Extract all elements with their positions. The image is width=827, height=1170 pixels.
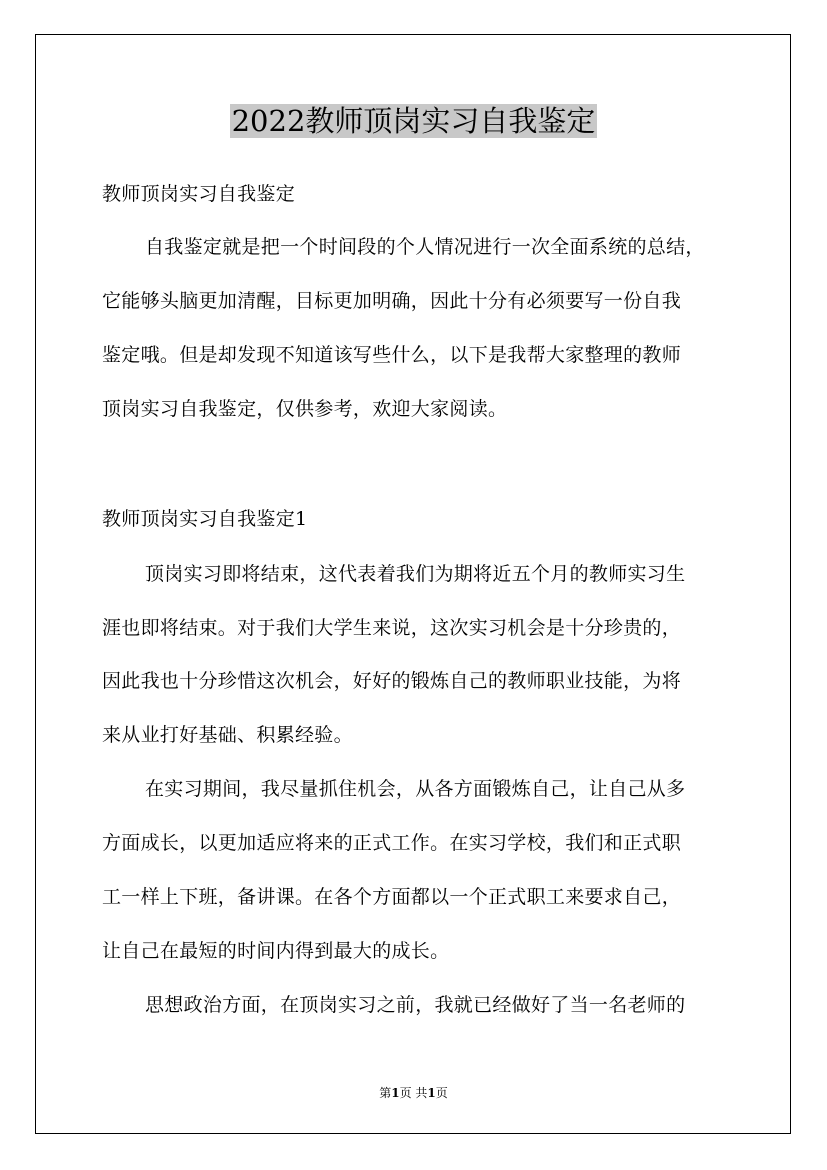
para1-line-1: 顶岗实习即将结束，这代表着我们为期将近五个月的教师实习生: [145, 563, 686, 585]
intro-line-4: 顶岗实习自我鉴定，仅供参考，欢迎大家阅读。: [102, 398, 508, 420]
footer-page-number: 1: [391, 1086, 400, 1100]
para1-line-4: 来从业打好基础、积累经验。: [102, 724, 353, 746]
document-title-text: 2022教师顶岗实习自我鉴定: [231, 104, 596, 138]
intro-line-1: 自我鉴定就是把一个时间段的个人情况进行一次全面系统的总结，: [145, 236, 705, 258]
intro-line-3: 鉴定哦。但是却发现不知道该写些什么，以下是我帮大家整理的教师: [102, 344, 682, 366]
para3-line-1: 思想政治方面，在顶岗实习之前，我就已经做好了当一名老师的: [145, 994, 686, 1016]
page-footer: [0, 1085, 827, 1101]
para2-line-3: 工一样上下班，备讲课。在各个方面都以一个正式职工来要求自己，: [102, 886, 682, 908]
footer-page-suffix: 页: [435, 1086, 448, 1100]
para2-line-2: 方面成长，以更加适应将来的正式工作。在实习学校，我们和正式职: [102, 832, 682, 854]
para2-line-1: 在实习期间，我尽量抓住机会，从各方面锻炼自己，让自己从多: [145, 778, 686, 800]
footer-page-mid: 页 共: [399, 1086, 428, 1100]
footer-page-prefix: 第: [379, 1086, 392, 1100]
para2-line-4: 让自己在最短的时间内得到最大的成长。: [102, 940, 450, 962]
para1-line-2: 涯也即将结束。对于我们大学生来说，这次实习机会是十分珍贵的，: [102, 617, 682, 639]
footer-total-pages: 1: [427, 1086, 436, 1100]
intro-line-2: 它能够头脑更加清醒，目标更加明确，因此十分有必须要写一份自我: [102, 290, 682, 312]
document-title: [0, 100, 827, 142]
para1-line-3: 因此我也十分珍惜这次机会，好好的锻炼自己的教师职业技能，为将: [102, 670, 682, 692]
document-subtitle: 教师顶岗实习自我鉴定: [102, 183, 296, 205]
section-heading: 教师顶岗实习自我鉴定1: [102, 508, 308, 530]
